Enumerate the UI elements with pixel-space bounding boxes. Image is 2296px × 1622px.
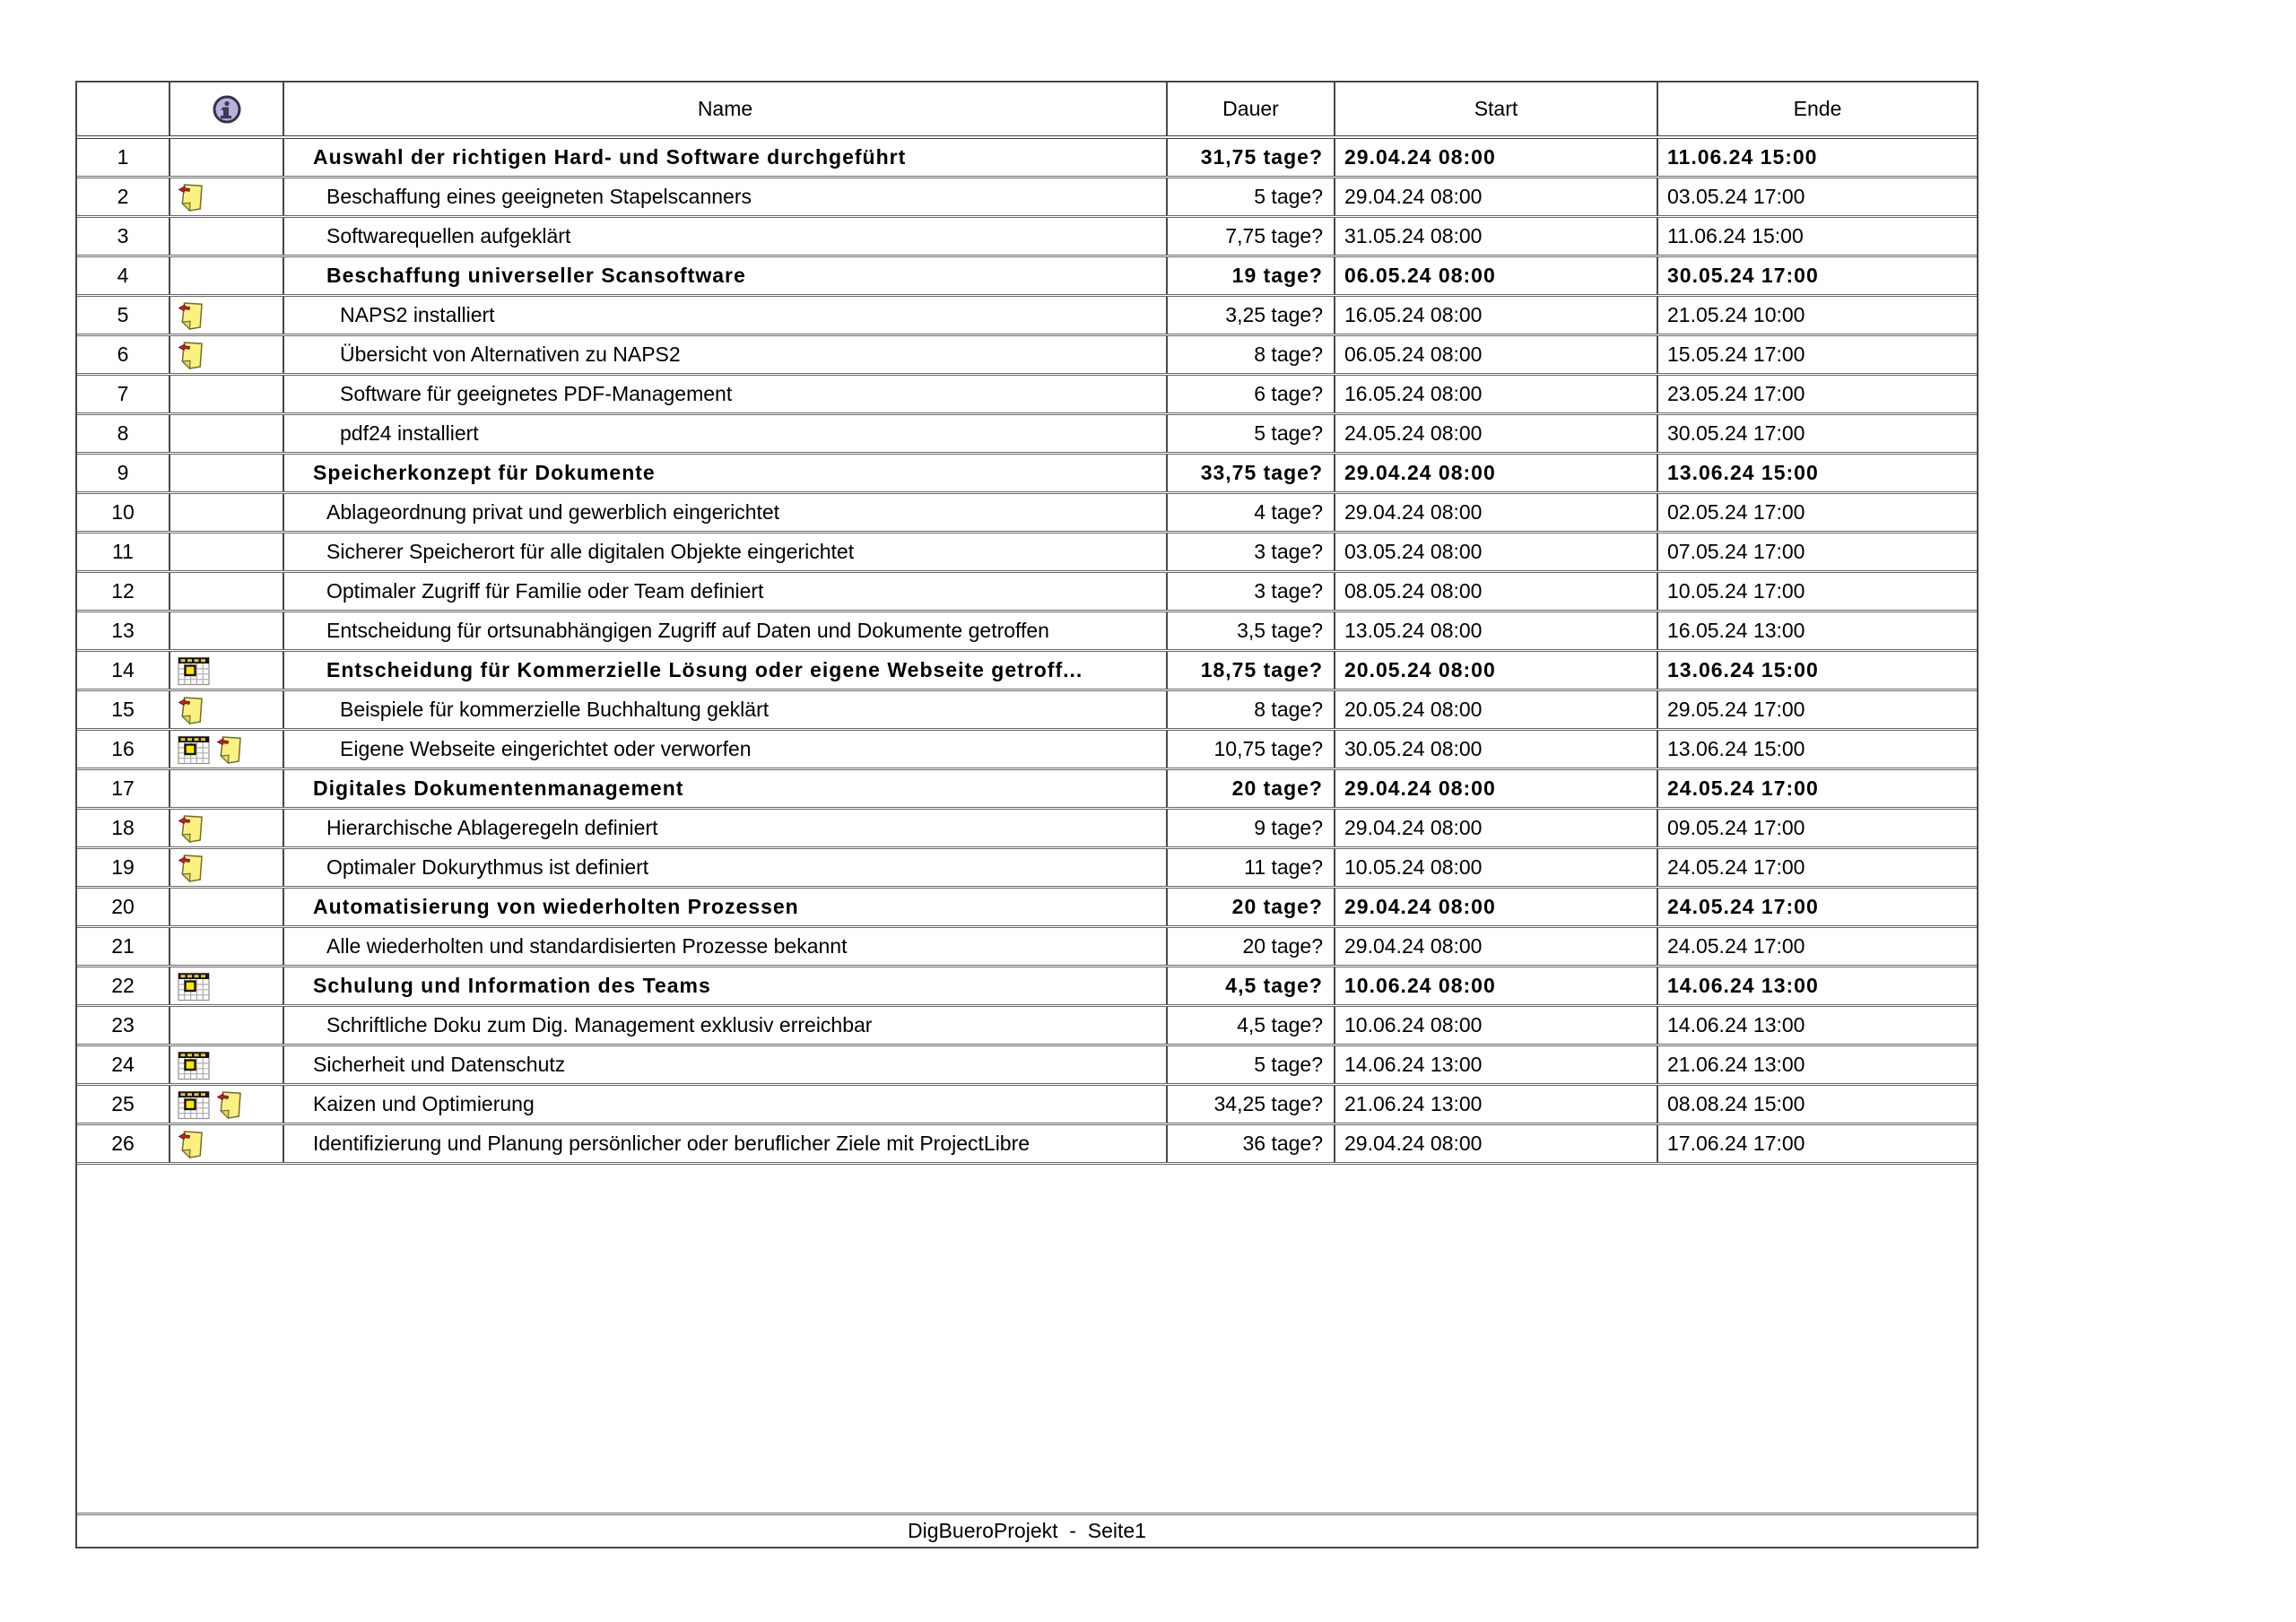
note-icon	[177, 339, 206, 371]
calendar-icon	[177, 733, 211, 767]
table-row	[77, 1086, 1977, 1125]
task-start: 24.05.24 08:00	[1335, 415, 1658, 452]
task-end: 14.06.24 13:00	[1667, 1013, 1805, 1037]
indicator-cell	[170, 731, 284, 768]
task-name: Beschaffung eines geeigneten Stapelscanners	[284, 178, 1168, 215]
task-start: 21.06.24 13:00	[1335, 1086, 1658, 1123]
task-duration: 11 tage?	[1168, 849, 1335, 886]
table-row	[77, 1007, 1977, 1046]
task-name: Optimaler Dokurythmus ist definiert	[284, 849, 1168, 886]
task-name: Speicherkonzept für Dokumente	[284, 455, 1168, 491]
indicator-header	[170, 82, 284, 135]
indicator-cell	[170, 494, 284, 531]
task-start: 29.04.24 08:00	[1335, 494, 1658, 531]
task-name: Software für geeignetes PDF-Management	[284, 376, 1168, 412]
row-number: 16	[77, 731, 170, 768]
task-start: 29.04.24 08:00	[1335, 770, 1658, 807]
task-name: Entscheidung für Kommerzielle Lösung oder eigene Webseite getroff...	[284, 652, 1168, 689]
indicator-cell	[170, 849, 284, 886]
table-row	[77, 731, 1977, 770]
task-duration: 8 tage?	[1168, 691, 1335, 728]
task-start: 31.05.24 08:00	[1335, 218, 1658, 255]
indicator-cell	[170, 810, 284, 846]
row-number: 4	[77, 257, 170, 294]
indicator-cell	[170, 1007, 284, 1044]
task-duration: 3,25 tage?	[1168, 297, 1335, 334]
table-row	[77, 928, 1977, 967]
indicator-cell	[170, 770, 284, 807]
row-number: 18	[77, 810, 170, 846]
task-duration: 5 tage?	[1168, 178, 1335, 215]
task-duration: 8 tage?	[1168, 336, 1335, 373]
task-duration: 9 tage?	[1168, 810, 1335, 846]
task-name: Identifizierung und Planung persönlicher oder beruflicher Ziele mit ProjectLibre	[284, 1125, 1168, 1162]
indicator-cell	[170, 376, 284, 412]
table-row	[77, 336, 1977, 376]
task-duration: 3 tage?	[1168, 533, 1335, 570]
empty-area	[77, 1165, 1977, 1513]
task-name: Hierarchische Ablageregeln definiert	[284, 810, 1168, 846]
row-number: 6	[77, 336, 170, 373]
task-duration: 4 tage?	[1168, 494, 1335, 531]
row-number: 17	[77, 770, 170, 807]
task-duration: 5 tage?	[1168, 415, 1335, 452]
task-start: 20.05.24 08:00	[1335, 691, 1658, 728]
task-start: 29.04.24 08:00	[1335, 889, 1658, 925]
task-duration: 20 tage?	[1168, 928, 1335, 965]
indicator-cell	[170, 612, 284, 649]
task-start: 29.04.24 08:00	[1335, 1125, 1658, 1162]
indicator-cell	[170, 218, 284, 255]
note-icon	[177, 1128, 206, 1160]
indicator-cell	[170, 1125, 284, 1162]
table-row	[77, 455, 1977, 494]
task-duration: 20 tage?	[1168, 770, 1335, 807]
task-end: 15.05.24 17:00	[1667, 343, 1805, 366]
task-duration: 6 tage?	[1168, 376, 1335, 412]
row-number: 26	[77, 1125, 170, 1162]
table-row	[77, 257, 1977, 297]
task-name: pdf24 installiert	[284, 415, 1168, 452]
task-start: 16.05.24 08:00	[1335, 297, 1658, 334]
task-name: Auswahl der richtigen Hard- und Software durchgeführt	[284, 139, 1168, 176]
task-name: Beispiele für kommerzielle Buchhaltung geklärt	[284, 691, 1168, 728]
table-row	[77, 297, 1977, 336]
row-number: 2	[77, 178, 170, 215]
table-row	[77, 1046, 1977, 1086]
task-end: 13.06.24 15:00	[1667, 658, 1819, 681]
info-icon	[212, 94, 242, 125]
task-start: 29.04.24 08:00	[1335, 928, 1658, 965]
indicator-cell	[170, 178, 284, 215]
indicator-cell	[170, 889, 284, 925]
task-end: 14.06.24 13:00	[1667, 974, 1819, 997]
indicator-cell	[170, 297, 284, 334]
task-name: Kaizen und Optimierung	[284, 1086, 1168, 1123]
task-end: 08.08.24 15:00	[1667, 1092, 1805, 1115]
task-start: 30.05.24 08:00	[1335, 731, 1658, 768]
indicator-cell	[170, 691, 284, 728]
row-number-header	[77, 82, 170, 135]
row-number: 7	[77, 376, 170, 412]
calendar-icon	[177, 654, 211, 688]
task-name: Beschaffung universeller Scansoftware	[284, 257, 1168, 294]
row-number: 8	[77, 415, 170, 452]
task-name: Schulung und Information des Teams	[284, 967, 1168, 1004]
row-number: 20	[77, 889, 170, 925]
task-name: Digitales Dokumentenmanagement	[284, 770, 1168, 807]
row-number: 19	[77, 849, 170, 886]
task-end: 13.06.24 15:00	[1667, 461, 1819, 484]
indicator-cell	[170, 415, 284, 452]
calendar-icon	[177, 1088, 211, 1122]
task-name: NAPS2 installiert	[284, 297, 1168, 334]
table-row	[77, 770, 1977, 810]
page-footer	[77, 1513, 1977, 1547]
table-row	[77, 691, 1977, 731]
task-duration: 19 tage?	[1168, 257, 1335, 294]
task-duration: 36 tage?	[1168, 1125, 1335, 1162]
task-start: 29.04.24 08:00	[1335, 178, 1658, 215]
task-start: 29.04.24 08:00	[1335, 139, 1658, 176]
task-start: 10.05.24 08:00	[1335, 849, 1658, 886]
task-end: 09.05.24 17:00	[1667, 816, 1805, 839]
task-end: 10.05.24 17:00	[1667, 579, 1805, 603]
task-end: 11.06.24 15:00	[1667, 145, 1818, 169]
task-start: 13.05.24 08:00	[1335, 612, 1658, 649]
task-start: 10.06.24 08:00	[1335, 1007, 1658, 1044]
table-row	[77, 178, 1977, 218]
task-duration: 3,5 tage?	[1168, 612, 1335, 649]
table-row	[77, 415, 1977, 455]
table-row	[77, 1125, 1977, 1165]
table-row	[77, 612, 1977, 652]
task-name: Entscheidung für ortsunabhängigen Zugriff auf Daten und Dokumente getroffen	[284, 612, 1168, 649]
indicator-cell	[170, 928, 284, 965]
task-end: 17.06.24 17:00	[1667, 1132, 1805, 1155]
table-row	[77, 849, 1977, 889]
row-number: 10	[77, 494, 170, 531]
task-name: Übersicht von Alternativen zu NAPS2	[284, 336, 1168, 373]
task-duration: 18,75 tage?	[1168, 652, 1335, 689]
task-start: 08.05.24 08:00	[1335, 573, 1658, 610]
task-duration: 33,75 tage?	[1168, 455, 1335, 491]
note-icon	[177, 694, 206, 726]
table-body	[77, 139, 1977, 1165]
note-icon	[177, 181, 206, 213]
calendar-icon	[177, 969, 211, 1003]
table-row	[77, 139, 1977, 178]
task-end: 03.05.24 17:00	[1667, 185, 1805, 208]
task-end: 24.05.24 17:00	[1667, 855, 1805, 879]
end-column-header: Ende	[1793, 97, 1842, 120]
indicator-cell	[170, 1046, 284, 1083]
task-start: 10.06.24 08:00	[1335, 967, 1658, 1004]
indicator-cell	[170, 257, 284, 294]
row-number: 22	[77, 967, 170, 1004]
task-end: 07.05.24 17:00	[1667, 540, 1805, 563]
task-start: 20.05.24 08:00	[1335, 652, 1658, 689]
task-end: 23.05.24 17:00	[1667, 382, 1805, 405]
task-end: 24.05.24 17:00	[1667, 776, 1819, 800]
page-footer-text: DigBueroProjekt - Seite1	[908, 1519, 1146, 1542]
task-duration: 4,5 tage?	[1168, 967, 1335, 1004]
note-icon	[177, 812, 206, 845]
table-row	[77, 967, 1977, 1007]
indicator-cell	[170, 573, 284, 610]
table-row	[77, 376, 1977, 415]
note-icon	[215, 1089, 245, 1121]
row-number: 21	[77, 928, 170, 965]
task-start: 14.06.24 13:00	[1335, 1046, 1658, 1083]
row-number: 9	[77, 455, 170, 491]
task-name: Eigene Webseite eingerichtet oder verworfen	[284, 731, 1168, 768]
table-row	[77, 573, 1977, 612]
row-number: 14	[77, 652, 170, 689]
task-end: 21.06.24 13:00	[1667, 1053, 1805, 1076]
task-name: Alle wiederholten und standardisierten Prozesse bekannt	[284, 928, 1168, 965]
task-end: 02.05.24 17:00	[1667, 500, 1805, 524]
project-task-sheet	[75, 81, 1979, 1548]
task-name: Sicherheit und Datenschutz	[284, 1046, 1168, 1083]
task-end: 11.06.24 15:00	[1667, 224, 1804, 247]
task-end: 21.05.24 10:00	[1667, 303, 1805, 326]
task-start: 06.05.24 08:00	[1335, 336, 1658, 373]
task-duration: 34,25 tage?	[1168, 1086, 1335, 1123]
indicator-cell	[170, 1086, 284, 1123]
task-name: Optimaler Zugriff für Familie oder Team definiert	[284, 573, 1168, 610]
task-end: 24.05.24 17:00	[1667, 934, 1805, 958]
row-number: 1	[77, 139, 170, 176]
note-icon	[177, 299, 206, 332]
indicator-cell	[170, 967, 284, 1004]
table-row	[77, 889, 1977, 928]
start-column-header: Start	[1335, 82, 1658, 135]
task-end: 30.05.24 17:00	[1667, 421, 1805, 445]
table-row	[77, 494, 1977, 533]
task-end: 30.05.24 17:00	[1667, 264, 1819, 287]
table-row	[77, 652, 1977, 691]
table-header-row	[77, 82, 1977, 139]
row-number: 23	[77, 1007, 170, 1044]
row-number: 24	[77, 1046, 170, 1083]
task-name: Sicherer Speicherort für alle digitalen Objekte eingerichtet	[284, 533, 1168, 570]
task-duration: 5 tage?	[1168, 1046, 1335, 1083]
row-number: 5	[77, 297, 170, 334]
task-start: 29.04.24 08:00	[1335, 810, 1658, 846]
name-column-header: Name	[284, 82, 1168, 135]
row-number: 12	[77, 573, 170, 610]
row-number: 15	[77, 691, 170, 728]
row-number: 25	[77, 1086, 170, 1123]
task-name: Schriftliche Doku zum Dig. Management exklusiv erreichbar	[284, 1007, 1168, 1044]
task-duration: 20 tage?	[1168, 889, 1335, 925]
task-duration: 31,75 tage?	[1168, 139, 1335, 176]
task-end: 29.05.24 17:00	[1667, 698, 1805, 721]
table-row	[77, 218, 1977, 257]
table-row	[77, 810, 1977, 849]
calendar-icon	[177, 1048, 211, 1082]
task-name: Automatisierung von wiederholten Prozessen	[284, 889, 1168, 925]
duration-column-header: Dauer	[1168, 82, 1335, 135]
row-number: 13	[77, 612, 170, 649]
task-duration: 4,5 tage?	[1168, 1007, 1335, 1044]
indicator-cell	[170, 139, 284, 176]
task-duration: 3 tage?	[1168, 573, 1335, 610]
table-row	[77, 533, 1977, 573]
indicator-cell	[170, 652, 284, 689]
indicator-cell	[170, 336, 284, 373]
task-name: Softwarequellen aufgeklärt	[284, 218, 1168, 255]
row-number: 11	[77, 533, 170, 570]
indicator-cell	[170, 455, 284, 491]
task-start: 29.04.24 08:00	[1335, 455, 1658, 491]
task-start: 16.05.24 08:00	[1335, 376, 1658, 412]
task-start: 03.05.24 08:00	[1335, 533, 1658, 570]
task-duration: 7,75 tage?	[1168, 218, 1335, 255]
task-end: 24.05.24 17:00	[1667, 895, 1819, 918]
task-duration: 10,75 tage?	[1168, 731, 1335, 768]
row-number: 3	[77, 218, 170, 255]
note-icon	[177, 852, 206, 884]
task-end: 13.06.24 15:00	[1667, 737, 1805, 760]
note-icon	[215, 733, 245, 766]
task-end: 16.05.24 13:00	[1667, 619, 1805, 642]
indicator-cell	[170, 533, 284, 570]
task-name: Ablageordnung privat und gewerblich eingerichtet	[284, 494, 1168, 531]
task-start: 06.05.24 08:00	[1335, 257, 1658, 294]
